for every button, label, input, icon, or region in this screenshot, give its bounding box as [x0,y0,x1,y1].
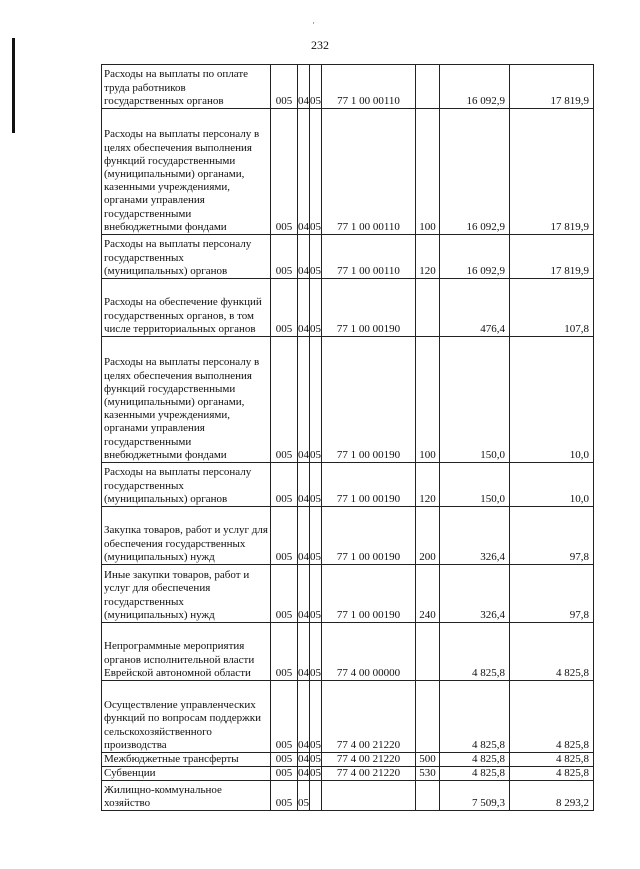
table-row [102,753,594,767]
table-row [102,109,594,235]
section-code: 04 [298,507,310,565]
amount-year-2: 97,8 [510,507,594,565]
section-code: 04 [298,753,309,765]
target-article-code: 77 4 00 21220 [322,767,416,781]
target-article-code: 77 1 00 00190 [322,279,416,337]
ministry-code: 005 [271,463,298,507]
item-name: Расходы на выплаты по оплате труда работников государственных органов [102,65,271,109]
item-name: Расходы на выплаты персоналу государственных (муниципальных) органов [102,235,271,279]
ministry-code: 005 [271,753,298,767]
amount-year-1: 16 092,9 [440,235,510,279]
ministry-code: 005 [271,337,298,463]
scan-dot: · [312,18,315,28]
target-article-code [322,781,416,811]
section-code: 04 [298,767,309,780]
expense-type-code: 120 [416,235,440,279]
item-name: Расходы на выплаты персоналу в целях обеспечения выполнения функций государственными (муниципальными) органами, казенными учреждениями, органами управления государственными внебюджетными фондами [102,337,271,463]
amount-year-1: 326,4 [440,565,510,623]
subsection-code: 05 [310,109,322,235]
expense-type-code: 530 [416,767,440,781]
item-name: Расходы на обеспечение функций государственных органов, в том числе территориальных органов [102,279,271,337]
ministry-code: 005 [271,235,298,279]
item-name: Расходы на выплаты персоналу государственных (муниципальных) органов [102,463,271,507]
amount-year-2: 10,0 [510,337,594,463]
section-code: 04 [298,337,310,463]
target-article-code: 77 1 00 00110 [322,65,416,109]
table-row [102,235,594,279]
table-row [102,781,594,811]
target-article-code: 77 1 00 00190 [322,565,416,623]
section-code: 04 [298,681,310,753]
item-name: Межбюджетные трансферты [102,753,271,767]
subsection-code: 05 [310,507,322,565]
target-article-code: 77 4 00 00000 [322,623,416,681]
amount-year-1: 150,0 [440,337,510,463]
amount-year-2: 4 825,8 [510,623,594,681]
item-name: Субвенции [102,767,271,781]
amount-year-1: 326,4 [440,507,510,565]
target-article-code: 77 1 00 00110 [322,109,416,235]
amount-year-2: 17 819,9 [510,109,594,235]
table-row [102,681,594,753]
section-code: 04 [298,65,310,109]
table-row [102,65,594,109]
budget-table [101,64,594,811]
expense-type-code: 200 [416,507,440,565]
subsection-code: 05 [310,463,322,507]
expense-type-code [416,781,440,811]
amount-year-1: 16 092,9 [440,65,510,109]
subsection-code: 05 [310,235,322,279]
subsection-code: 05 [310,337,322,463]
table-row [102,337,594,463]
expense-type-code: 100 [416,109,440,235]
section-code: 04 [298,109,310,235]
expense-type-code [416,623,440,681]
table-row [102,507,594,565]
section-code: 05 [298,781,310,811]
ministry-code: 005 [271,507,298,565]
amount-year-2: 10,0 [510,463,594,507]
expense-type-code [416,681,440,753]
target-article-code: 77 1 00 00190 [322,507,416,565]
subsection-code: 05 [310,767,321,780]
expense-type-code: 500 [416,753,440,767]
page-number: 232 [311,38,329,52]
section-code: 04 [298,623,310,681]
subsection-code: 05 [310,681,322,753]
item-name: Жилищно-коммунальное хозяйство [102,781,271,811]
ministry-code: 005 [271,781,298,811]
amount-year-1: 476,4 [440,279,510,337]
amount-year-2: 4 825,8 [510,753,594,767]
ministry-code: 005 [271,767,298,781]
amount-year-1: 4 825,8 [440,767,510,781]
subsection-code: 05 [310,65,322,109]
section-code: 04 [298,235,310,279]
section-code: 04 [298,565,310,623]
ministry-code: 005 [271,623,298,681]
table-row [102,463,594,507]
expense-type-code: 120 [416,463,440,507]
target-article-code: 77 1 00 00190 [322,463,416,507]
item-name: Закупка товаров, работ и услуг для обеспечения государственных (муниципальных) нужд [102,507,271,565]
table-row [102,767,594,781]
target-article-code: 77 1 00 00190 [322,337,416,463]
subsection-code [310,781,322,811]
expense-type-code [416,279,440,337]
ministry-code: 005 [271,681,298,753]
expense-type-code: 240 [416,565,440,623]
target-article-code: 77 1 00 00110 [322,235,416,279]
section-code: 04 [298,463,310,507]
amount-year-2: 17 819,9 [510,235,594,279]
expense-type-code [416,65,440,109]
amount-year-2: 17 819,9 [510,65,594,109]
amount-year-2: 4 825,8 [510,767,594,781]
amount-year-1: 4 825,8 [440,753,510,767]
target-article-code: 77 4 00 21220 [322,753,416,767]
amount-year-2: 8 293,2 [510,781,594,811]
item-name: Иные закупки товаров, работ и услуг для обеспечения государственных (муниципальных) нужд [102,565,271,623]
amount-year-1: 4 825,8 [440,681,510,753]
amount-year-2: 97,8 [510,565,594,623]
table-row [102,565,594,623]
amount-year-2: 107,8 [510,279,594,337]
ministry-code: 005 [271,65,298,109]
item-name: Расходы на выплаты персоналу в целях обеспечения выполнения функций государственными (муниципальными) органами, казенными учреждениями, органами управления государственными внебюджетными фондами [102,109,271,235]
amount-year-1: 7 509,3 [440,781,510,811]
target-article-code: 77 4 00 21220 [322,681,416,753]
subsection-code: 05 [310,565,322,623]
subsection-code: 05 [310,753,321,765]
ministry-code: 005 [271,279,298,337]
subsection-code: 05 [310,279,322,337]
amount-year-1: 150,0 [440,463,510,507]
ministry-code: 005 [271,109,298,235]
item-name: Осуществление управленческих функций по вопросам поддержки сельскохозяйственного производства [102,681,271,753]
amount-year-1: 4 825,8 [440,623,510,681]
amount-year-1: 16 092,9 [440,109,510,235]
expense-type-code: 100 [416,337,440,463]
section-code: 04 [298,279,310,337]
ministry-code: 005 [271,565,298,623]
item-name: Непрограммные мероприятия органов исполнительной власти Еврейской автономной области [102,623,271,681]
amount-year-2: 4 825,8 [510,681,594,753]
table-row [102,279,594,337]
subsection-code: 05 [310,623,322,681]
table-row [102,623,594,681]
